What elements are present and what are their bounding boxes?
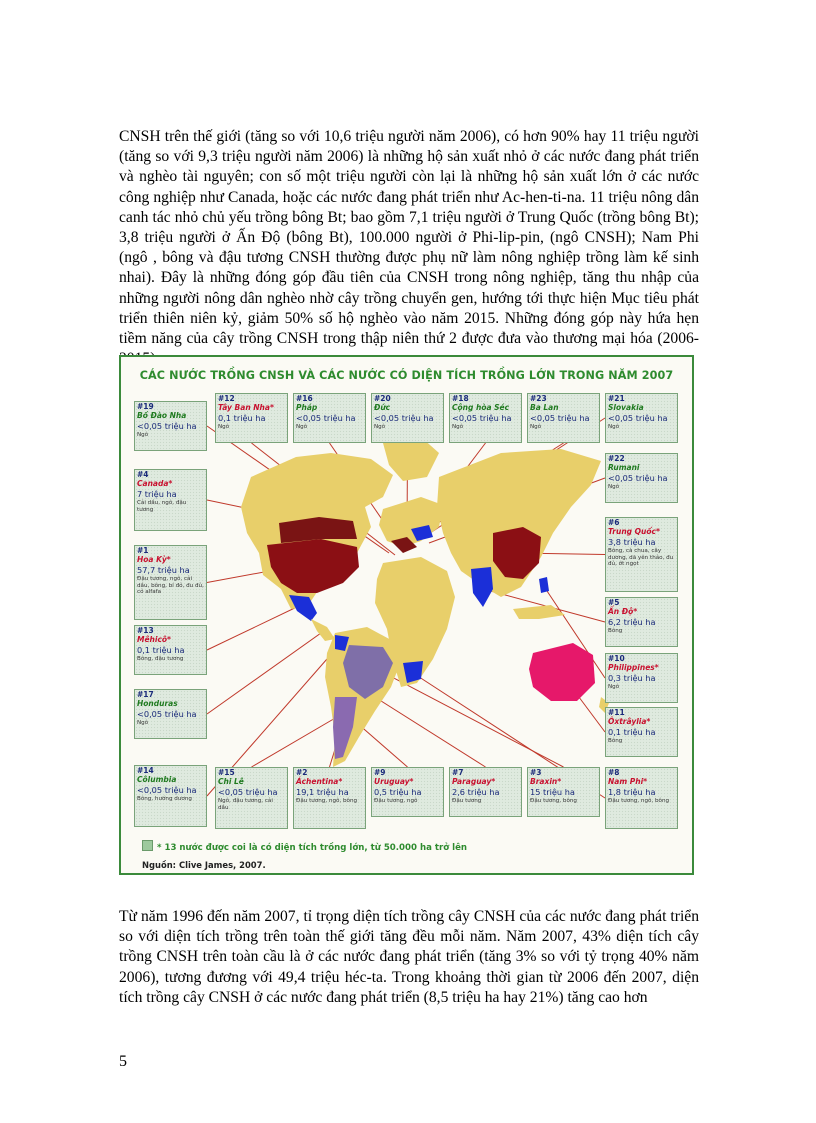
country-area: 0,5 triệu ha bbox=[374, 787, 422, 797]
country-box-c21 bbox=[605, 393, 678, 443]
country-crops: Ngô bbox=[296, 424, 308, 430]
country-box-c20 bbox=[371, 393, 444, 443]
country-crops: Bông, cà chua, cây dương, dã yên thảo, đu đủ, ớt ngọt bbox=[608, 548, 674, 568]
country-rank: #16 bbox=[296, 394, 313, 403]
country-rank: #2 bbox=[296, 768, 308, 777]
country-area: 0,3 triệu ha bbox=[608, 673, 656, 683]
country-area: <0,05 triệu ha bbox=[296, 413, 356, 423]
country-crops: Đậu tương, ngô, bông bbox=[296, 798, 358, 804]
country-box-c10 bbox=[605, 653, 678, 703]
country-rank: #19 bbox=[137, 402, 154, 411]
country-crops: Bông, đậu tương bbox=[137, 656, 184, 662]
country-area: <0,05 triệu ha bbox=[137, 785, 197, 795]
country-area: <0,05 triệu ha bbox=[218, 787, 278, 797]
country-area: 0,1 triệu ha bbox=[608, 727, 656, 737]
country-crops: Đậu tương, ngô bbox=[374, 798, 418, 804]
country-box-c9 bbox=[371, 767, 444, 817]
country-name: Honduras bbox=[137, 698, 178, 708]
country-name: Trung Quốc* bbox=[608, 526, 660, 536]
country-box-c1 bbox=[134, 545, 207, 620]
country-rank: #12 bbox=[218, 394, 235, 403]
country-box-c4 bbox=[134, 469, 207, 531]
country-box-c8 bbox=[605, 767, 678, 829]
country-crops: Ngô bbox=[452, 424, 464, 430]
country-rank: #15 bbox=[218, 768, 235, 777]
country-name: Ấn Độ* bbox=[608, 606, 638, 616]
country-box-c12 bbox=[215, 393, 288, 443]
country-rank: #5 bbox=[608, 598, 620, 607]
country-name: Đức bbox=[374, 402, 391, 412]
country-area: 3,8 triệu ha bbox=[608, 537, 656, 547]
paragraph-bottom: Từ năm 1996 đến năm 2007, tỉ trọng diện tích trồng cây CNSH của các nước đang phát triển so với diện tích trồng trên toàn thế giới tăng đều mỗi năm. Năm 2007, 43% diện tích cây trồng CNSH trên toàn cầu là ở các nước đang phát triển (tăng 3% so với tỷ trọng 40% năm 2006), tương đương với 49,4 triệu héc-ta. Trong khoảng thời gian từ 2006 đến 2007, diện tích trồng cây CNSH ở các nước đang phát triển (8,5 triệu ha hay 21%) tăng cao hơn bbox=[119, 908, 699, 1006]
country-name: Braxin* bbox=[530, 776, 562, 786]
legend-swatch bbox=[142, 840, 153, 851]
country-area: 57,7 triệu ha bbox=[137, 565, 190, 575]
highlight-australia bbox=[529, 643, 595, 701]
country-name: Mêhicô* bbox=[137, 634, 171, 644]
country-crops: Ngô bbox=[608, 484, 620, 490]
country-box-c7 bbox=[449, 767, 522, 817]
country-crops: Bông bbox=[608, 738, 623, 744]
country-box-c3 bbox=[527, 767, 600, 817]
country-crops: Ngô bbox=[608, 424, 620, 430]
country-box-c13 bbox=[134, 625, 207, 675]
country-rank: #20 bbox=[374, 394, 391, 403]
country-name: Canada* bbox=[137, 478, 173, 488]
country-crops: Ngô bbox=[608, 684, 620, 690]
leader-line-c17 bbox=[207, 633, 321, 714]
gm-crops-world-map-figure bbox=[119, 355, 694, 875]
country-area: <0,05 triệu ha bbox=[608, 413, 668, 423]
country-rank: #13 bbox=[137, 626, 154, 635]
figure-legend bbox=[142, 840, 467, 853]
country-rank: #9 bbox=[374, 768, 386, 777]
country-rank: #8 bbox=[608, 768, 620, 777]
country-area: <0,05 triệu ha bbox=[530, 413, 590, 423]
country-name: Philippines* bbox=[608, 662, 659, 672]
country-crops: Ngô, đậu tương, cải dầu bbox=[218, 798, 273, 811]
country-name: Côlumbia bbox=[137, 774, 177, 784]
country-crops: Bông bbox=[608, 628, 623, 634]
country-area: <0,05 triệu ha bbox=[608, 473, 668, 483]
country-name: Ôxtrâylia* bbox=[608, 716, 651, 726]
country-box-c16 bbox=[293, 393, 366, 443]
country-crops: Ngô bbox=[374, 424, 386, 430]
country-crops: Ngô bbox=[137, 720, 149, 726]
leader-line-c15 bbox=[252, 717, 338, 767]
country-name: Slovakia bbox=[608, 402, 644, 412]
country-rank: #11 bbox=[608, 708, 625, 717]
country-box-c18 bbox=[449, 393, 522, 443]
country-rank: #22 bbox=[608, 454, 625, 463]
country-area: 19,1 triệu ha bbox=[296, 787, 349, 797]
country-name: Nam Phi* bbox=[608, 776, 648, 786]
country-name: Chi Lê bbox=[218, 776, 244, 786]
country-box-c19 bbox=[134, 401, 207, 451]
country-rank: #18 bbox=[452, 394, 469, 403]
leader-line-c9 bbox=[357, 723, 408, 767]
country-area: 6,2 triệu ha bbox=[608, 617, 656, 627]
country-name: Hoa Kỳ* bbox=[137, 554, 171, 564]
highlight-india bbox=[471, 567, 493, 607]
country-name: Áchentina* bbox=[296, 776, 343, 786]
country-area: 7 triệu ha bbox=[137, 489, 177, 499]
country-rank: #21 bbox=[608, 394, 625, 403]
country-box-c6 bbox=[605, 517, 678, 592]
country-crops: Ngô bbox=[137, 432, 149, 438]
country-box-c14 bbox=[134, 765, 207, 827]
country-rank: #7 bbox=[452, 768, 464, 777]
country-name: Paraguay* bbox=[452, 776, 496, 786]
country-name: Rumani bbox=[608, 462, 640, 472]
country-crops: Cải dầu, ngô, đậu tương bbox=[137, 500, 187, 513]
country-box-c15 bbox=[215, 767, 288, 829]
country-rank: #10 bbox=[608, 654, 625, 663]
country-crops: Đậu tương, ngô, cải dầu, bông, bí đỏ, đu đủ, cỏ alfafa bbox=[137, 576, 204, 596]
paragraph-top: CNSH trên thế giới (tăng so với 10,6 triệu người năm 2006), có hơn 90% hay 11 triệu người (tăng so với 9,3 triệu người năm 2006) là những hộ sản xuất nhỏ ở các nước đang phát triển và nghèo tài nguyên; con số một triệu người còn lại là những hộ sản xuất lớn ở các nước công nghiệp như Canada, hoặc các nước đang phát triển như Ac-hen-ti-na. 11 triệu nông dân canh tác nhỏ chủ yếu trồng bông Bt; bao gồm 7,1 triệu người ở Trung Quốc (trồng bông Bt); 3,8 triệu người ở Ấn Độ (bông Bt), 100.000 người ở Phi-lip-pin, (ngô CNSH); Nam Phi (ngô , bông và đậu tương CNSH thường được phụ nữ làm nông nghiệp trồng làm kế sinh nhai). Đây là những đóng góp đầu tiên của CNSH trong nông nghiệp, tăng thu nhập của những người nông dân nghèo nhờ cây trồng chuyển gen, hướng tới thực hiện Mục tiêu phát triển thiên niên kỷ, giảm 50% số hộ nghèo vào năm 2015. Những đóng góp này hứa hẹn tiềm năng của cây trồng CNSH trong thập niên thứ 2 được đưa vào thương mại hóa (2006- bbox=[119, 128, 699, 348]
country-area: <0,05 triệu ha bbox=[374, 413, 434, 423]
country-name: Pháp bbox=[296, 402, 318, 412]
country-area: 0,1 triệu ha bbox=[218, 413, 266, 423]
country-box-c22 bbox=[605, 453, 678, 503]
country-name: Cộng hòa Séc bbox=[452, 402, 510, 412]
figure-source: Nguồn: Clive James, 2007. bbox=[142, 860, 266, 870]
country-area: 1,8 triệu ha bbox=[608, 787, 656, 797]
country-box-c17 bbox=[134, 689, 207, 739]
country-name: Tây Ban Nha* bbox=[218, 402, 274, 412]
legend-text: * 13 nước được coi là có diện tích trồng lớn, từ 50.000 ha trở lên bbox=[157, 843, 468, 853]
landmass-europe bbox=[379, 497, 443, 547]
country-rank: #23 bbox=[530, 394, 547, 403]
country-area: <0,05 triệu ha bbox=[137, 709, 197, 719]
country-rank: #4 bbox=[137, 470, 149, 479]
country-box-c23 bbox=[527, 393, 600, 443]
highlight-philippines bbox=[539, 577, 549, 593]
country-area: 0,1 triệu ha bbox=[137, 645, 185, 655]
country-name: Ba Lan bbox=[530, 402, 559, 412]
country-box-c2 bbox=[293, 767, 366, 829]
country-rank: #17 bbox=[137, 690, 154, 699]
country-crops: Bông, hướng dương bbox=[137, 796, 192, 802]
country-rank: #3 bbox=[530, 768, 542, 777]
country-rank: #1 bbox=[137, 546, 149, 555]
country-name: Bồ Đào Nha bbox=[137, 410, 187, 420]
country-area: <0,05 triệu ha bbox=[452, 413, 512, 423]
country-area: 2,6 triệu ha bbox=[452, 787, 500, 797]
country-area: <0,05 triệu ha bbox=[137, 421, 197, 431]
country-box-c5 bbox=[605, 597, 678, 647]
country-crops: Ngô bbox=[530, 424, 542, 430]
page-number: 5 bbox=[119, 1053, 127, 1070]
country-area: 15 triệu ha bbox=[530, 787, 575, 797]
figure-title: CÁC NƯỚC TRỒNG CNSH VÀ CÁC NƯỚC CÓ DIỆN TÍCH TRỒNG LỚN TRONG NĂM 2007 bbox=[139, 369, 674, 382]
country-rank: #6 bbox=[608, 518, 620, 527]
country-box-c11 bbox=[605, 707, 678, 757]
country-rank: #14 bbox=[137, 766, 154, 775]
country-crops: Đậu tương, bông bbox=[530, 798, 577, 804]
country-crops: Đậu tương, ngô, bông bbox=[608, 798, 670, 804]
country-crops: Ngô bbox=[218, 424, 230, 430]
country-crops: Đậu tương bbox=[452, 798, 482, 804]
leader-line-c13 bbox=[207, 605, 301, 650]
country-name: Uruguay* bbox=[374, 776, 414, 786]
